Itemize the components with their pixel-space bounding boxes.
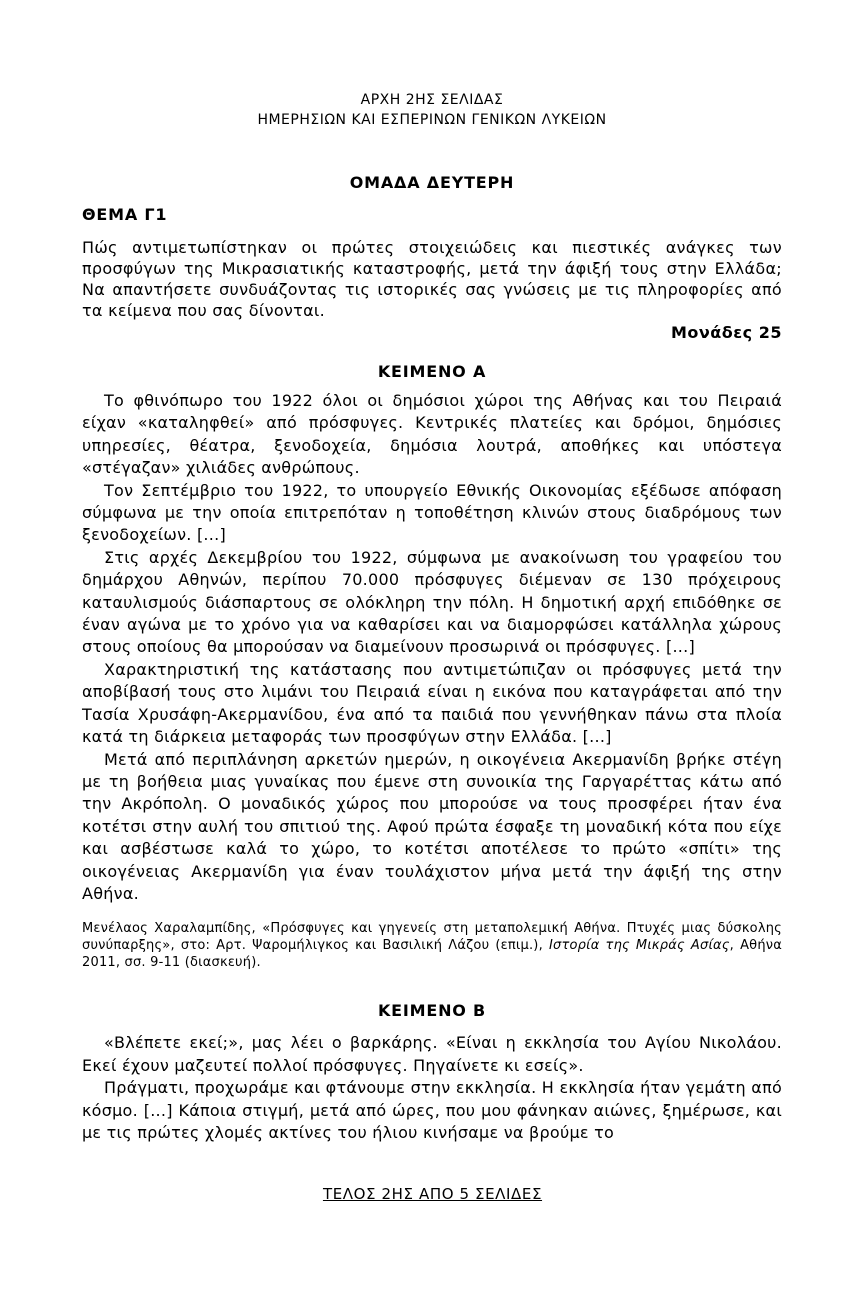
- source-suffix: , Αθήνα 2011, σσ. 9-11 (διασκευή).: [82, 938, 782, 971]
- text-a-source: [82, 920, 782, 971]
- text-a-paragraph: Στις αρχές Δεκεμβρίου του 1922, σύμφωνα με ανακοίνωση του γραφείου του δημάρχου Αθηνών, περίπου 70.000 πρόσφυγες διέμεναν σε 130 πρόχειρους καταυλισμούς διάσπαρτους σε ολόκληρη την πόλη. Η δημοτική αρχή επιδόθηκε σε έναν αγώνα με το χρόνο για να καθαρίσει και να διαμορφώσει κατάλληλα χώρους στους οποίους θα μπορούσαν να διαμείνουν προσωρινά οι πρόσφυγες. [...]: [82, 547, 782, 657]
- page-header: [82, 90, 782, 130]
- theme-title: ΘΕΜΑ Γ1: [82, 205, 168, 224]
- exam-page: [82, 90, 782, 1144]
- header-line-1: ΑΡΧΗ 2ΗΣ ΣΕΛΙΔΑΣ: [360, 92, 504, 108]
- text-b-paragraph: «Βλέπετε εκεί;», μας λέει ο βαρκάρης. «Είναι η εκκλησία του Αγίου Νικολάου. Εκεί έχουν μαζευτεί πολλοί πρόσφυγες. Πηγαίνετε κι εσείς».: [82, 1033, 782, 1075]
- group-title: ΟΜΑΔΑ ΔΕΥΤΕΡΗ: [349, 173, 515, 192]
- text-a-paragraph: Το φθινόπωρο του 1922 όλοι οι δημόσιοι χώροι της Αθήνας και του Πειραιά είχαν «καταληφθεί» από πρόσφυγες. Κεντρικές πλατείες και δρόμοι, δημόσιες υπηρεσίες, θέατρα, ξενοδοχεία, δημόσια λουτρά, αποθήκες και υπόστεγα «στέγαζαν» χιλιάδες ανθρώπους.: [82, 391, 782, 478]
- text-a-paragraph: Μετά από περιπλάνηση αρκετών ημερών, η οικογένεια Ακερμανίδη βρήκε στέγη με τη βοήθεια μιας γυναίκας που έμενε στη συνοικία της Γαργαρέττας κάτω από την Ακρόπολη. Ο μοναδικός χώρος που μπορούσε να τους προσφέρει ήταν ένα κοτέτσι στην αυλή του σπιτιού της. Αφού πρώτα έσφαξε τη μοναδική κότα που είχε και ασβέστωσε καλά το χώρο, το κοτέτσι αποτέλεσε το πρώτο «σπίτι» της οικογένειας Ακερμανίδη για έναν τουλάχιστον μήνα μετά την άφιξή της στην Αθήνα.: [82, 749, 782, 903]
- page-footer: [0, 1185, 865, 1203]
- theme-points: Μονάδες 25: [670, 323, 782, 342]
- text-a-title: ΚΕΙΜΕΝΟ Α: [377, 362, 487, 381]
- text-a-paragraph: Τον Σεπτέμβριο του 1922, το υπουργείο Εθνικής Οικονομίας εξέδωσε απόφαση σύμφωνα με την οποία επιτρεπόταν η τοποθέτηση κλινών στους διαδρόμους των ξενοδοχείων. [...]: [82, 480, 782, 545]
- text-a-paragraph: Χαρακτηριστική της κατάστασης που αντιμετώπιζαν οι πρόσφυγες μετά την αποβίβασή τους στο λιμάνι του Πειραιά είναι η εικόνα που καταγράφεται από την Τασία Χρυσάφη-Ακερμανίδου, ένα από τα παιδιά που γεννήθηκαν πάνω στα πλοία κατά τη διάρκεια μεταφοράς των προσφύγων στην Ελλάδα. [...]: [82, 659, 782, 747]
- header-line-2: ΗΜΕΡΗΣΙΩΝ ΚΑΙ ΕΣΠΕΡΙΝΩΝ ΓΕΝΙΚΩΝ ΛΥΚΕΙΩΝ: [257, 112, 607, 128]
- text-b-body: [82, 1032, 782, 1144]
- source-title: Ιστορία της Μικράς Ασίας: [548, 938, 730, 954]
- text-a-body: [82, 390, 782, 905]
- footer-text: ΤΕΛΟΣ 2ΗΣ ΑΠΟ 5 ΣΕΛΙΔΕΣ: [322, 1185, 543, 1203]
- theme-question: Πώς αντιμετωπίστηκαν οι πρώτες στοιχειώδεις και πιεστικές ανάγκες των προσφύγων της Μικρασιατικής καταστροφής, μετά την άφιξή τους στην Ελλάδα; Να απαντήσετε συνδυάζοντας τις ιστορικές σας γνώσεις με τις πληροφορίες από τα κείμενα που σας δίνονται.: [82, 238, 782, 320]
- text-b-title: ΚΕΙΜΕΝΟ Β: [377, 1001, 487, 1021]
- text-b-paragraph: Πράγματι, προχωράμε και φτάνουμε στην εκκλησία. Η εκκλησία ήταν γεμάτη από κόσμο. [...] Κάποια στιγμή, μετά από ώρες, που μου φάνηκαν αιώνες, ξημέρωσε, και με τις πρώτες χλομές ακτίνες του ήλιου κινήσαμε να βρούμε το: [82, 1078, 782, 1142]
- source-prefix: Μενέλαος Χαραλαμπίδης, «Πρόσφυγες και γηγενείς στη μεταπολεμική Αθήνα. Πτυχές μιας δύσκολης συνύπαρξης», στο: Αρτ. Ψαρομήλιγκος και Βασιλική Λάζου (επιμ.),: [82, 921, 782, 954]
